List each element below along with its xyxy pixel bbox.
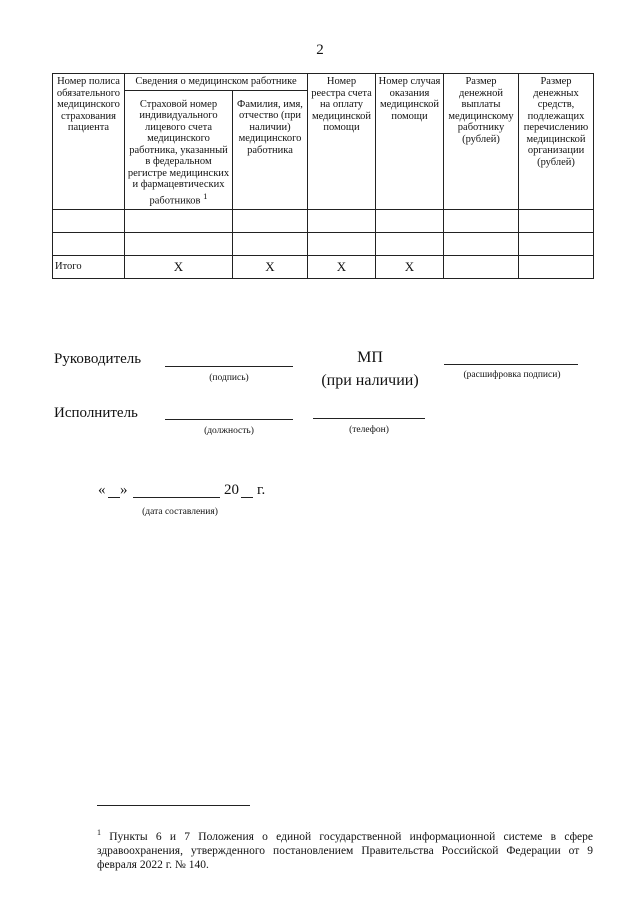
- footnote-text: Пункты 6 и 7 Положения о единой государственной информационной системе в сфере здравоохранения, утвержденного постановлением Правительства Российской Федерации от 9 февраля 2022 г. № 140.: [97, 830, 593, 871]
- executor-label: Исполнитель: [54, 405, 138, 421]
- footnote-mark: 1: [203, 190, 208, 201]
- header-transfer-amount: Размер денежных средств, подлежащих перечислению медицинской организации (рублей): [519, 74, 594, 210]
- table-header-row: [53, 74, 594, 91]
- x-mark: X: [233, 255, 308, 278]
- header-case-number: Номер случая оказания медицинской помощи: [376, 74, 444, 210]
- header-worker-info: Сведения о медицинском работнике: [125, 74, 308, 91]
- x-mark: X: [308, 255, 376, 278]
- executor-position-line: [165, 419, 293, 420]
- header-snils: [125, 90, 233, 209]
- date-year-prefix: 20: [224, 482, 239, 498]
- table-row: [53, 232, 594, 255]
- x-mark: X: [125, 255, 233, 278]
- head-signature-line: [165, 366, 293, 367]
- executor-phone-line: [313, 418, 425, 419]
- head-label: Руководитель: [54, 351, 142, 367]
- footnote: [97, 826, 593, 872]
- head-decode-line: [444, 364, 578, 365]
- footnote-mark: 1: [97, 828, 101, 837]
- header-full-name: Фамилия, имя, отчество (при наличии) медицинского работника: [233, 90, 308, 209]
- date-year-suffix: г.: [257, 482, 266, 498]
- date-month-line: [133, 497, 220, 498]
- header-payment-amount: Размер денежной выплаты медицинскому работнику (рублей): [444, 74, 519, 210]
- table-row: [53, 209, 594, 232]
- header-policy-number: Номер полиса обязательного медицинского страхования пациента: [53, 74, 125, 210]
- executor-phone-caption: (телефон): [349, 425, 389, 435]
- stamp-mp: МП: [357, 349, 383, 366]
- executor-position-caption: (должность): [204, 426, 254, 436]
- date-open-quote: «: [98, 482, 106, 498]
- x-mark: X: [376, 255, 444, 278]
- total-label: Итого: [53, 255, 125, 278]
- footnote-separator: [97, 805, 250, 806]
- header-snils-text: Страховой номер индивидуального лицевого счета медицинского работника, указанный в федеральном регистре медицинских и фармацевтических работников: [127, 98, 230, 206]
- payment-table: [52, 73, 594, 279]
- header-registry-number: Номер реестра счета на оплату медицинской помощи: [308, 74, 376, 210]
- head-signature-caption: (подпись): [209, 373, 249, 383]
- stamp-note: (при наличии): [321, 372, 419, 389]
- page-number: 2: [316, 42, 324, 58]
- date-day-line: [108, 497, 120, 498]
- total-row: [53, 255, 594, 278]
- date-year-line: [241, 497, 253, 498]
- date-caption: (дата составления): [142, 507, 218, 517]
- head-decode-caption: (расшифровка подписи): [463, 370, 561, 380]
- date-close-quote: »: [120, 482, 128, 498]
